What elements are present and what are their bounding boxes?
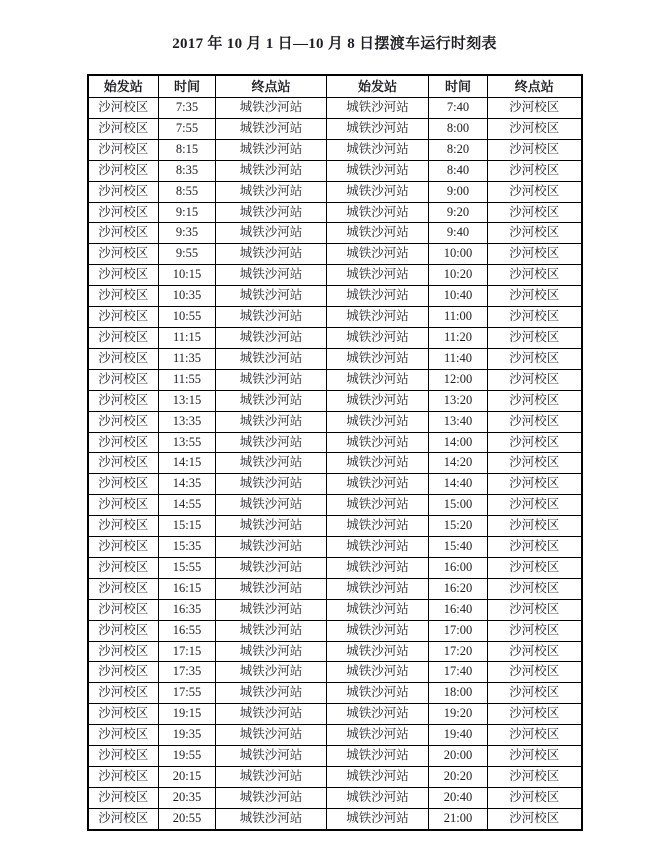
table-cell: 城铁沙河站 [327,495,429,516]
table-cell: 沙河校区 [88,98,159,119]
table-cell: 17:15 [159,641,216,662]
table-cell: 城铁沙河站 [327,223,429,244]
table-cell: 沙河校区 [488,557,582,578]
shuttle-timetable [87,74,583,831]
table-row [88,516,582,537]
table-cell: 城铁沙河站 [327,348,429,369]
table-cell: 城铁沙河站 [216,725,327,746]
table-cell: 沙河校区 [88,537,159,558]
table-cell: 沙河校区 [88,348,159,369]
table-cell: 城铁沙河站 [216,516,327,537]
table-cell: 沙河校区 [488,369,582,390]
table-cell: 城铁沙河站 [327,453,429,474]
table-cell: 城铁沙河站 [327,808,429,829]
table-cell: 10:20 [429,265,488,286]
table-cell: 9:20 [429,202,488,223]
table-row [88,767,582,788]
table-cell: 沙河校区 [88,244,159,265]
table-cell: 城铁沙河站 [216,327,327,348]
table-cell: 沙河校区 [88,118,159,139]
table-cell: 16:55 [159,620,216,641]
table-cell: 城铁沙河站 [327,432,429,453]
table-cell: 沙河校区 [488,390,582,411]
header-row [88,75,582,98]
table-cell: 沙河校区 [488,808,582,829]
table-cell: 8:40 [429,160,488,181]
table-cell: 沙河校区 [488,453,582,474]
table-cell: 15:40 [429,537,488,558]
table-row [88,98,582,119]
table-cell: 16:00 [429,557,488,578]
table-cell: 沙河校区 [88,432,159,453]
table-cell: 沙河校区 [88,181,159,202]
table-row [88,432,582,453]
table-row [88,265,582,286]
table-cell: 17:00 [429,620,488,641]
table-cell: 9:00 [429,181,488,202]
table-cell: 沙河校区 [488,432,582,453]
table-cell: 沙河校区 [88,725,159,746]
table-cell: 17:55 [159,683,216,704]
table-cell: 城铁沙河站 [216,348,327,369]
table-cell: 城铁沙河站 [327,327,429,348]
table-cell: 11:40 [429,348,488,369]
table-row [88,537,582,558]
table-cell: 沙河校区 [88,390,159,411]
table-row [88,348,582,369]
table-cell: 沙河校区 [88,307,159,328]
table-cell: 城铁沙河站 [216,683,327,704]
table-cell: 沙河校区 [488,265,582,286]
table-cell: 15:00 [429,495,488,516]
table-cell: 城铁沙河站 [216,369,327,390]
table-cell: 8:55 [159,181,216,202]
table-cell: 17:20 [429,641,488,662]
table-cell: 13:35 [159,411,216,432]
table-cell: 20:35 [159,787,216,808]
table-cell: 15:55 [159,557,216,578]
table-cell: 城铁沙河站 [327,537,429,558]
table-cell: 沙河校区 [488,139,582,160]
table-cell: 7:40 [429,98,488,119]
table-cell: 城铁沙河站 [216,160,327,181]
table-cell: 城铁沙河站 [327,557,429,578]
table-cell: 沙河校区 [88,767,159,788]
table-row [88,474,582,495]
table-cell: 城铁沙河站 [216,139,327,160]
table-cell: 16:40 [429,599,488,620]
table-cell: 城铁沙河站 [216,704,327,725]
table-cell: 沙河校区 [488,683,582,704]
table-cell: 城铁沙河站 [327,139,429,160]
table-cell: 8:35 [159,160,216,181]
table-cell: 沙河校区 [488,495,582,516]
table-row [88,139,582,160]
table-cell: 14:40 [429,474,488,495]
table-cell: 城铁沙河站 [327,578,429,599]
table-cell: 城铁沙河站 [216,746,327,767]
table-cell: 城铁沙河站 [216,620,327,641]
table-row [88,411,582,432]
table-cell: 16:20 [429,578,488,599]
table-cell: 8:20 [429,139,488,160]
table-cell: 17:40 [429,662,488,683]
table-cell: 19:55 [159,746,216,767]
table-cell: 沙河校区 [488,327,582,348]
column-header: 始发站 [327,75,429,98]
table-cell: 城铁沙河站 [327,160,429,181]
table-cell: 城铁沙河站 [327,307,429,328]
table-cell: 16:35 [159,599,216,620]
table-cell: 沙河校区 [88,557,159,578]
table-cell: 城铁沙河站 [216,286,327,307]
table-cell: 城铁沙河站 [327,641,429,662]
table-row [88,202,582,223]
table-cell: 城铁沙河站 [216,223,327,244]
table-cell: 城铁沙河站 [327,662,429,683]
table-cell: 15:20 [429,516,488,537]
table-cell: 沙河校区 [488,202,582,223]
table-cell: 城铁沙河站 [216,181,327,202]
timetable-header [88,75,582,98]
table-cell: 11:35 [159,348,216,369]
table-cell: 沙河校区 [88,808,159,829]
table-cell: 城铁沙河站 [216,432,327,453]
table-row [88,390,582,411]
table-row [88,244,582,265]
table-cell: 19:35 [159,725,216,746]
table-cell: 沙河校区 [88,620,159,641]
table-row [88,118,582,139]
table-cell: 沙河校区 [88,474,159,495]
table-cell: 沙河校区 [488,599,582,620]
table-cell: 沙河校区 [488,223,582,244]
table-cell: 沙河校区 [88,662,159,683]
table-cell: 沙河校区 [488,160,582,181]
table-row [88,286,582,307]
table-cell: 城铁沙河站 [216,808,327,829]
table-cell: 沙河校区 [488,244,582,265]
table-cell: 沙河校区 [488,620,582,641]
table-cell: 沙河校区 [488,307,582,328]
table-row [88,725,582,746]
table-cell: 沙河校区 [88,453,159,474]
table-cell: 城铁沙河站 [327,118,429,139]
table-cell: 城铁沙河站 [216,307,327,328]
table-cell: 沙河校区 [88,516,159,537]
table-row [88,160,582,181]
table-row [88,453,582,474]
table-cell: 21:00 [429,808,488,829]
table-cell: 城铁沙河站 [327,411,429,432]
timetable-body [88,98,582,830]
table-cell: 城铁沙河站 [327,620,429,641]
table-row [88,557,582,578]
column-header: 终点站 [488,75,582,98]
page-title: 2017 年 10 月 1 日—10 月 8 日摆渡车运行时刻表 [172,36,497,52]
table-cell: 沙河校区 [488,662,582,683]
table-cell: 19:20 [429,704,488,725]
table-row [88,683,582,704]
table-cell: 13:20 [429,390,488,411]
table-cell: 14:00 [429,432,488,453]
table-cell: 沙河校区 [488,787,582,808]
table-cell: 城铁沙河站 [216,787,327,808]
table-cell: 沙河校区 [488,767,582,788]
table-cell: 沙河校区 [488,98,582,119]
table-cell: 沙河校区 [488,474,582,495]
table-cell: 9:55 [159,244,216,265]
table-cell: 沙河校区 [488,537,582,558]
table-cell: 沙河校区 [488,746,582,767]
table-cell: 20:20 [429,767,488,788]
table-cell: 14:55 [159,495,216,516]
table-cell: 城铁沙河站 [327,599,429,620]
table-cell: 城铁沙河站 [327,244,429,265]
table-cell: 9:40 [429,223,488,244]
table-cell: 13:15 [159,390,216,411]
table-cell: 城铁沙河站 [327,516,429,537]
table-cell: 城铁沙河站 [216,118,327,139]
table-cell: 城铁沙河站 [216,662,327,683]
table-cell: 8:15 [159,139,216,160]
table-cell: 城铁沙河站 [216,578,327,599]
table-cell: 19:15 [159,704,216,725]
table-cell: 11:55 [159,369,216,390]
column-header: 时间 [429,75,488,98]
table-cell: 沙河校区 [88,202,159,223]
table-cell: 城铁沙河站 [216,411,327,432]
table-cell: 8:00 [429,118,488,139]
table-cell: 19:40 [429,725,488,746]
table-row [88,746,582,767]
table-row [88,223,582,244]
column-header: 始发站 [88,75,159,98]
table-cell: 城铁沙河站 [327,265,429,286]
table-cell: 9:35 [159,223,216,244]
table-cell: 11:20 [429,327,488,348]
table-cell: 9:15 [159,202,216,223]
table-cell: 城铁沙河站 [216,202,327,223]
table-cell: 城铁沙河站 [327,767,429,788]
table-row [88,495,582,516]
table-cell: 11:15 [159,327,216,348]
table-cell: 17:35 [159,662,216,683]
table-cell: 14:15 [159,453,216,474]
table-cell: 10:00 [429,244,488,265]
table-cell: 沙河校区 [88,223,159,244]
table-cell: 沙河校区 [488,348,582,369]
table-cell: 城铁沙河站 [216,537,327,558]
table-cell: 城铁沙河站 [216,390,327,411]
table-cell: 14:35 [159,474,216,495]
table-cell: 11:00 [429,307,488,328]
table-cell: 城铁沙河站 [216,98,327,119]
table-row [88,181,582,202]
table-cell: 城铁沙河站 [327,390,429,411]
table-cell: 沙河校区 [88,599,159,620]
table-cell: 12:00 [429,369,488,390]
table-row [88,787,582,808]
table-cell: 沙河校区 [88,495,159,516]
table-cell: 城铁沙河站 [216,453,327,474]
table-cell: 15:15 [159,516,216,537]
table-cell: 10:40 [429,286,488,307]
table-cell: 城铁沙河站 [216,641,327,662]
table-cell: 16:15 [159,578,216,599]
table-cell: 20:40 [429,787,488,808]
table-cell: 城铁沙河站 [216,474,327,495]
table-cell: 沙河校区 [88,160,159,181]
table-cell: 城铁沙河站 [327,369,429,390]
table-cell: 城铁沙河站 [327,704,429,725]
table-cell: 沙河校区 [88,641,159,662]
column-header: 终点站 [216,75,327,98]
table-cell: 沙河校区 [88,286,159,307]
table-cell: 沙河校区 [88,704,159,725]
table-cell: 城铁沙河站 [216,767,327,788]
table-row [88,662,582,683]
column-header: 时间 [159,75,216,98]
table-cell: 沙河校区 [488,286,582,307]
table-cell: 14:20 [429,453,488,474]
table-cell: 10:15 [159,265,216,286]
table-cell: 沙河校区 [88,787,159,808]
table-cell: 沙河校区 [88,265,159,286]
table-cell: 城铁沙河站 [216,557,327,578]
table-cell: 沙河校区 [88,327,159,348]
table-cell: 沙河校区 [88,411,159,432]
table-cell: 沙河校区 [88,369,159,390]
table-cell: 城铁沙河站 [327,181,429,202]
table-cell: 城铁沙河站 [327,474,429,495]
table-cell: 7:35 [159,98,216,119]
table-cell: 沙河校区 [488,118,582,139]
table-cell: 城铁沙河站 [327,787,429,808]
table-cell: 沙河校区 [88,139,159,160]
table-cell: 沙河校区 [488,578,582,599]
table-row [88,369,582,390]
table-cell: 城铁沙河站 [216,265,327,286]
table-cell: 沙河校区 [88,683,159,704]
table-cell: 15:35 [159,537,216,558]
table-cell: 沙河校区 [488,704,582,725]
table-cell: 沙河校区 [488,641,582,662]
table-cell: 沙河校区 [88,746,159,767]
table-row [88,704,582,725]
table-cell: 沙河校区 [488,516,582,537]
table-row [88,620,582,641]
table-row [88,327,582,348]
table-row [88,641,582,662]
table-cell: 城铁沙河站 [327,286,429,307]
table-cell: 城铁沙河站 [216,495,327,516]
table-cell: 沙河校区 [488,725,582,746]
table-cell: 城铁沙河站 [327,746,429,767]
table-cell: 10:35 [159,286,216,307]
table-row [88,307,582,328]
table-cell: 20:15 [159,767,216,788]
table-row [88,808,582,829]
table-cell: 沙河校区 [488,411,582,432]
table-cell: 城铁沙河站 [327,725,429,746]
table-cell: 20:55 [159,808,216,829]
table-cell: 13:40 [429,411,488,432]
table-row [88,599,582,620]
table-cell: 10:55 [159,307,216,328]
table-cell: 沙河校区 [488,181,582,202]
table-row [88,578,582,599]
table-cell: 城铁沙河站 [327,202,429,223]
table-cell: 20:00 [429,746,488,767]
table-cell: 18:00 [429,683,488,704]
table-cell: 城铁沙河站 [327,683,429,704]
table-cell: 城铁沙河站 [216,244,327,265]
table-cell: 城铁沙河站 [216,599,327,620]
table-cell: 沙河校区 [88,578,159,599]
table-cell: 13:55 [159,432,216,453]
table-cell: 7:55 [159,118,216,139]
table-cell: 城铁沙河站 [327,98,429,119]
